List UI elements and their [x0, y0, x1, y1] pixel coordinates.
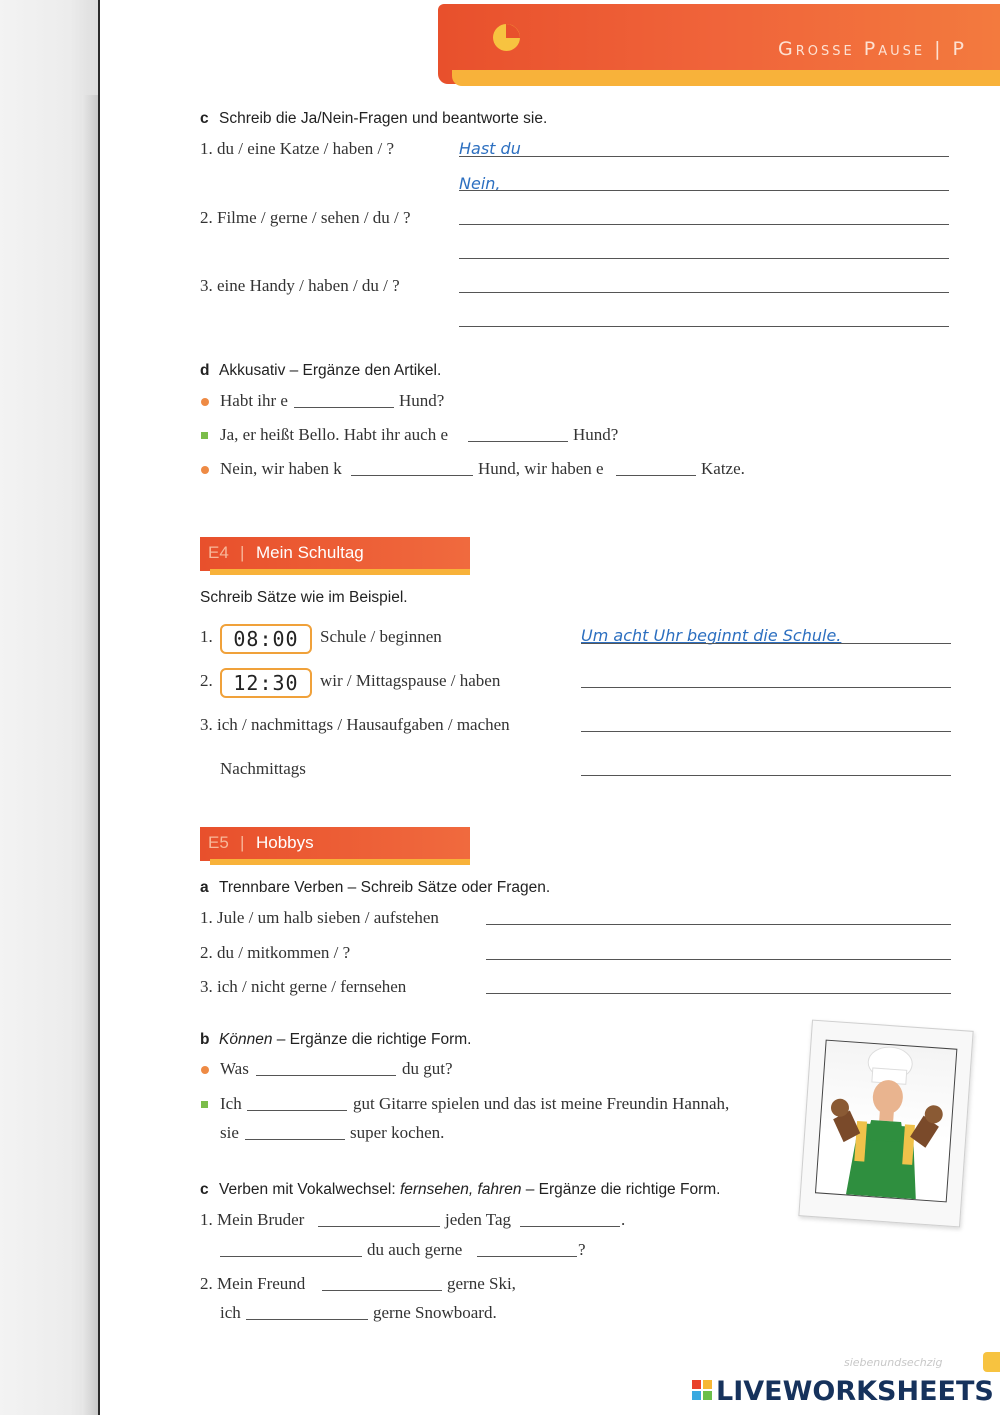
e4-number: E4: [208, 543, 229, 562]
e5-divider: |: [240, 833, 245, 852]
e5-c-line-4-a: ich: [220, 1303, 241, 1322]
d-line-1-b: Hund?: [399, 391, 445, 410]
e4-item-1-clock: 08:00: [220, 624, 312, 654]
e5-c-line-3-a: 2. Mein Freund: [200, 1274, 306, 1293]
e4-item-3-prompt: 3. ich / nachmittags / Hausaufgaben / machen: [200, 715, 510, 734]
e5-c-line-3-blank[interactable]: [322, 1290, 442, 1291]
header-banner-accent: [452, 70, 1000, 86]
e4-divider: |: [240, 543, 245, 562]
e5-c-line-2-b: ?: [578, 1240, 586, 1259]
d-line-3-c: Katze.: [701, 459, 745, 478]
clock-icon: [493, 24, 520, 51]
d-line-3-a: Nein, wir haben k: [220, 459, 342, 478]
bullet-orange: [201, 1066, 209, 1074]
e5-c-instruction-a: Verben mit Vokalwechsel:: [219, 1181, 400, 1198]
e5-c-line-1-c: .: [621, 1210, 626, 1229]
c-item-1-prompt: 1. du / eine Katze / haben / ?: [200, 139, 395, 158]
bullet-green: [201, 432, 208, 439]
e5-b-line-1-b: du gut?: [402, 1059, 453, 1078]
e5-a-item-3: 3. ich / nicht gerne / fernsehen: [200, 977, 407, 996]
e5-c-line-1-blank-1[interactable]: [318, 1226, 440, 1227]
d-line-1-a: Habt ihr e: [220, 391, 288, 410]
e5-c-line-2-blank-2[interactable]: [477, 1256, 577, 1257]
e5-c-line-1-blank-2[interactable]: [520, 1226, 620, 1227]
c-item-3-prompt: 3. eine Handy / haben / du / ?: [200, 276, 400, 295]
e5-a-item-1-line[interactable]: [486, 924, 951, 925]
e5-c-line-2-blank-1[interactable]: [220, 1256, 362, 1257]
e4-item-3-answer-line[interactable]: [581, 731, 951, 732]
tablet-photo-frame: [798, 1020, 973, 1228]
e4-item-1-answer-line[interactable]: [581, 643, 951, 644]
d-line-3-blank-1[interactable]: [351, 475, 473, 476]
e5-b-line-1-blank[interactable]: [256, 1075, 396, 1076]
e5-b-line-3-b: super kochen.: [350, 1123, 445, 1142]
e5-c-line-3-b: gerne Ski,: [447, 1274, 516, 1293]
section-c-label: c: [200, 110, 209, 127]
e5-b-line-2-b: gut Gitarre spielen und das ist meine Freundin Hannah,: [353, 1094, 730, 1113]
e5-c-instruction: [219, 1181, 720, 1199]
e5-c-label: c: [200, 1181, 209, 1198]
e4-item-2-answer-line[interactable]: [581, 687, 951, 688]
e5-a-item-2: 2. du / mitkommen / ?: [200, 943, 351, 962]
section-d-label: d: [200, 362, 210, 379]
e5-b-instruction-em: Können: [219, 1031, 273, 1048]
e4-item-2-prompt: wir / Mittagspause / haben: [320, 671, 501, 690]
c-item-2-answer-line[interactable]: [459, 224, 949, 225]
c-item-2-answer-line-2[interactable]: [459, 258, 949, 259]
bullet-green: [201, 1101, 208, 1108]
e4-header-accent: [210, 569, 470, 575]
e5-header-accent: [210, 859, 470, 865]
e5-b-label: b: [200, 1031, 210, 1048]
e5-title: Hobbys: [256, 833, 314, 852]
e4-item-2-num: 2.: [200, 671, 213, 690]
page-number-word: siebenundsechzig: [844, 1356, 943, 1369]
d-line-2-blank[interactable]: [468, 441, 568, 442]
e4-item-1-num: 1.: [200, 627, 213, 646]
e5-b-instruction-rest: – Ergänze die richtige Form.: [272, 1031, 472, 1048]
c-item-3-answer-line[interactable]: [459, 292, 949, 293]
header-title: Grosse Pause | P: [778, 38, 968, 60]
binding-shadow: [82, 95, 98, 1415]
e5-a-item-1: 1. Jule / um halb sieben / aufstehen: [200, 908, 439, 927]
e5-c-instruction-b: – Ergänze die richtige Form.: [521, 1181, 721, 1198]
c-item-2-prompt: 2. Filme / gerne / sehen / du / ?: [200, 208, 411, 227]
e4-item-4-prompt: Nachmittags: [220, 759, 306, 778]
bullet-orange: [201, 466, 209, 474]
e4-item-1-prompt: Schule / beginnen: [320, 627, 442, 646]
e5-a-label: a: [200, 879, 209, 896]
bullet-orange: [201, 398, 209, 406]
e4-header: [200, 537, 470, 571]
e5-b-line-3-a: sie: [220, 1123, 239, 1142]
d-line-1-blank[interactable]: [294, 407, 394, 408]
e5-header: [200, 827, 470, 861]
e5-b-line-1-a: Was: [220, 1059, 249, 1078]
chef-child-illustration: [816, 1041, 956, 1202]
d-line-3-blank-2[interactable]: [616, 475, 696, 476]
e5-c-line-4-blank[interactable]: [246, 1319, 368, 1320]
d-line-3-b: Hund, wir haben e: [478, 459, 604, 478]
e5-number: E5: [208, 833, 229, 852]
liveworksheets-brand[interactable]: LIVEWORKSHEETS: [716, 1376, 994, 1407]
section-c-instruction: Schreib die Ja/Nein-Fragen und beantworte sie.: [219, 110, 548, 127]
e4-item-2-clock: 12:30: [220, 668, 312, 698]
page-tab: [983, 1352, 1000, 1372]
c-item-3-answer-line-2[interactable]: [459, 326, 949, 327]
e4-item-4-answer-line[interactable]: [581, 775, 951, 776]
e5-b-line-2-blank[interactable]: [247, 1110, 347, 1111]
e4-item-1-answer: Um acht Uhr beginnt die Schule.: [581, 626, 842, 645]
e5-c-line-4-b: gerne Snowboard.: [373, 1303, 497, 1322]
e5-c-line-2-a: du auch gerne: [367, 1240, 463, 1259]
d-line-2-b: Hund?: [573, 425, 619, 444]
e4-title: Mein Schultag: [256, 543, 364, 562]
e5-c-line-1-b: jeden Tag: [445, 1210, 511, 1229]
e4-instruction: Schreib Sätze wie im Beispiel.: [200, 589, 408, 606]
d-line-2-a: Ja, er heißt Bello. Habt ihr auch e: [220, 425, 449, 444]
e5-a-item-2-line[interactable]: [486, 959, 951, 960]
c-item-1-answer-line-2[interactable]: [459, 190, 949, 191]
section-d-instruction: Akkusativ – Ergänze den Artikel.: [219, 362, 442, 379]
e5-c-line-1-a: 1. Mein Bruder: [200, 1210, 305, 1229]
e5-b-line-2-a: Ich: [220, 1094, 242, 1113]
e5-c-instruction-em: fernsehen, fahren: [399, 1181, 522, 1198]
e5-a-item-3-line[interactable]: [486, 993, 951, 994]
c-item-1-answer-line[interactable]: [459, 156, 949, 157]
chef-photo: [815, 1040, 957, 1203]
c-item-1-answer-2: Nein,: [459, 174, 501, 193]
page-edge: [98, 0, 100, 1415]
c-item-1-answer: Hast du: [459, 139, 521, 158]
liveworksheets-logo-icon: [692, 1380, 712, 1400]
e5-b-line-3-blank[interactable]: [245, 1139, 345, 1140]
e5-a-instruction: Trennbare Verben – Schreib Sätze oder Fragen.: [219, 879, 551, 896]
e5-b-instruction: [219, 1031, 471, 1049]
